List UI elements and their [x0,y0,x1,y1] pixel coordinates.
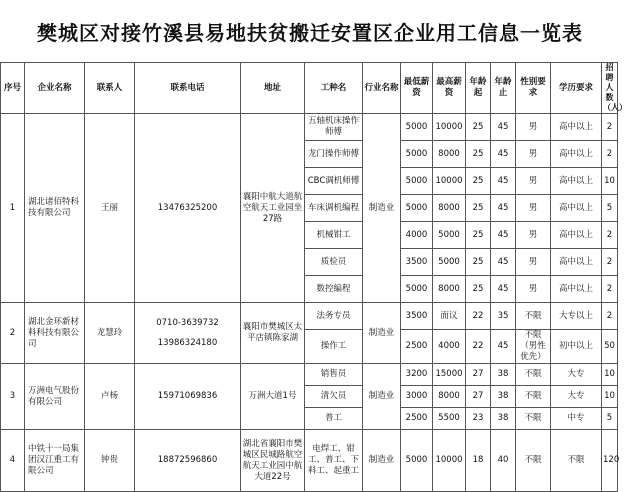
gender: 男 [516,249,551,276]
min-salary: 3200 [401,364,433,386]
education: 大专 [551,364,602,386]
job-name: 机械钳工 [305,222,363,249]
max-salary: 10000 [433,114,466,141]
age-to: 45 [491,141,516,168]
min-salary: 5000 [401,141,433,168]
header-contact: 联系人 [85,63,135,114]
max-salary: 15000 [433,364,466,386]
max-salary: 8000 [433,276,466,303]
header-max-salary: 最高薪资 [433,63,466,114]
recruitment-table [0,62,627,492]
education: 大专以上 [551,303,602,330]
industry: 制造业 [363,303,401,364]
count: 2 [602,222,618,249]
job-name: 质检员 [305,249,363,276]
company-phone: 13476325200 [135,114,241,303]
header-phone: 联系电话 [135,63,241,114]
gender: 男 [516,222,551,249]
company-no: 3 [1,364,25,430]
header-job: 工种名 [305,63,363,114]
industry: 制造业 [363,114,401,303]
gender: 男 [516,276,551,303]
age-from: 22 [466,330,491,364]
table-row [1,430,618,492]
max-salary: 4000 [433,330,466,364]
age-to: 40 [491,430,516,492]
header-industry: 行业名称 [363,63,401,114]
education: 不限 [551,430,602,492]
min-salary: 5000 [401,276,433,303]
education: 高中以上 [551,114,602,141]
education: 高中以上 [551,195,602,222]
job-name: 清欠员 [305,386,363,408]
gender: 男 [516,195,551,222]
education: 高中以上 [551,141,602,168]
max-salary: 5500 [433,408,466,430]
header-min-salary: 最低薪资 [401,63,433,114]
company-name: 中铁十一局集团汉江重工有限公司 [25,430,85,492]
age-to: 45 [491,168,516,195]
age-from: 27 [466,386,491,408]
max-salary: 5000 [433,222,466,249]
page-title: 樊城区对接竹溪县易地扶贫搬迁安置区企业用工信息一览表 [37,20,583,45]
company-name: 湖北诸佰特科技有限公司 [25,114,85,303]
age-to: 45 [491,276,516,303]
header-no: 序号 [1,63,25,114]
job-name: 销售员 [305,364,363,386]
gender: 男 [516,141,551,168]
max-salary: 10000 [433,430,466,492]
max-salary: 8000 [433,141,466,168]
company-no: 2 [1,303,25,364]
header-age-from: 年龄起 [466,63,491,114]
age-from: 18 [466,430,491,492]
job-name: CBC调机师傅 [305,168,363,195]
min-salary: 5000 [401,168,433,195]
header-company: 企业名称 [25,63,85,114]
count: 2 [602,141,618,168]
job-name: 车床调机编程 [305,195,363,222]
min-salary: 5000 [401,195,433,222]
company-address: 襄阳市樊城区太平店镇陈家湖 [241,303,305,364]
gender: 男 [516,168,551,195]
company-contact: 龙慧玲 [85,303,135,364]
min-salary: 4000 [401,222,433,249]
min-salary: 3500 [401,249,433,276]
job-name: 电焊工、钳工、普工、下料工、起重工 [305,430,363,492]
age-from: 23 [466,408,491,430]
company-contact: 钟贵 [85,430,135,492]
min-salary: 5000 [401,114,433,141]
job-name: 五轴机床操作师傅 [305,114,363,141]
table-row [1,114,618,141]
header-row [1,63,618,114]
company-address: 襄阳中航大道航空航天工业园坐27路 [241,114,305,303]
gender: 不限 [516,364,551,386]
company-address: 湖北省襄阳市樊城区民城路航空航天工业园中航大道22号 [241,430,305,492]
age-from: 25 [466,276,491,303]
company-contact: 卢杨 [85,364,135,430]
job-name: 法务专员 [305,303,363,330]
industry: 制造业 [363,430,401,492]
min-salary: 3500 [401,303,433,330]
min-salary: 2500 [401,408,433,430]
job-name: 龙门操作师傅 [305,141,363,168]
phone-line: 0710-3639732 [156,317,219,328]
education: 大专 [551,386,602,408]
header-education: 学历要求 [551,63,602,114]
count: 120 [602,430,618,492]
header-gender: 性别要求 [516,63,551,114]
age-to: 38 [491,364,516,386]
age-to: 45 [491,195,516,222]
company-phone: 18872596860 [135,430,241,492]
max-salary: 8000 [433,386,466,408]
max-salary: 5000 [433,249,466,276]
age-from: 25 [466,195,491,222]
age-to: 38 [491,408,516,430]
table-row [1,364,618,386]
company-contact: 王丽 [85,114,135,303]
table-row [1,303,618,330]
phone-line: 13986324180 [157,337,218,348]
industry: 制造业 [363,364,401,430]
age-from: 27 [466,364,491,386]
education: 高中以上 [551,222,602,249]
company-phone [135,303,241,364]
count: 50 [602,330,618,364]
education: 中专 [551,408,602,430]
count: 5 [602,195,618,222]
count: 10 [602,364,618,386]
company-no: 4 [1,430,25,492]
gender: 不限 [516,303,551,330]
age-from: 22 [466,303,491,330]
header-age-to: 年龄止 [491,63,516,114]
company-name: 万洲电气股份有限公司 [25,364,85,430]
count: 10 [602,168,618,195]
count: 2 [602,276,618,303]
job-name: 操作工 [305,330,363,364]
company-address: 万洲大道1号 [241,364,305,430]
header-count: 招聘人数（人） [603,63,627,112]
gender: 不限 [516,408,551,430]
company-name: 湖北金环新材料科技有限公司 [25,303,85,364]
company-phone: 15971069836 [135,364,241,430]
min-salary: 5000 [401,430,433,492]
min-salary: 2500 [401,330,433,364]
gender: 不限 [516,430,551,492]
age-from: 25 [466,222,491,249]
header-address: 地址 [241,63,305,114]
gender: 不限 [516,386,551,408]
max-salary: 10000 [433,168,466,195]
age-to: 35 [491,303,516,330]
max-salary: 8000 [433,195,466,222]
min-salary: 3000 [401,386,433,408]
company-no: 1 [1,114,25,303]
age-from: 25 [466,168,491,195]
age-from: 25 [466,141,491,168]
age-to: 45 [491,222,516,249]
max-salary: 面议 [433,303,466,330]
job-name: 数控编程 [305,276,363,303]
age-to: 45 [491,249,516,276]
gender: 男 [516,114,551,141]
age-to: 45 [491,330,516,364]
education: 高中以上 [551,249,602,276]
gender: 不限（男性优先） [516,330,551,364]
count: 10 [602,386,618,408]
count: 5 [602,408,618,430]
education: 高中以上 [551,168,602,195]
job-name: 普工 [305,408,363,430]
count: 2 [602,303,618,330]
age-from: 25 [466,114,491,141]
age-to: 45 [491,114,516,141]
count: 2 [602,114,618,141]
count: 2 [602,249,618,276]
education: 高中以上 [551,276,602,303]
education: 初中以上 [551,330,602,364]
age-from: 25 [466,249,491,276]
age-to: 38 [491,386,516,408]
